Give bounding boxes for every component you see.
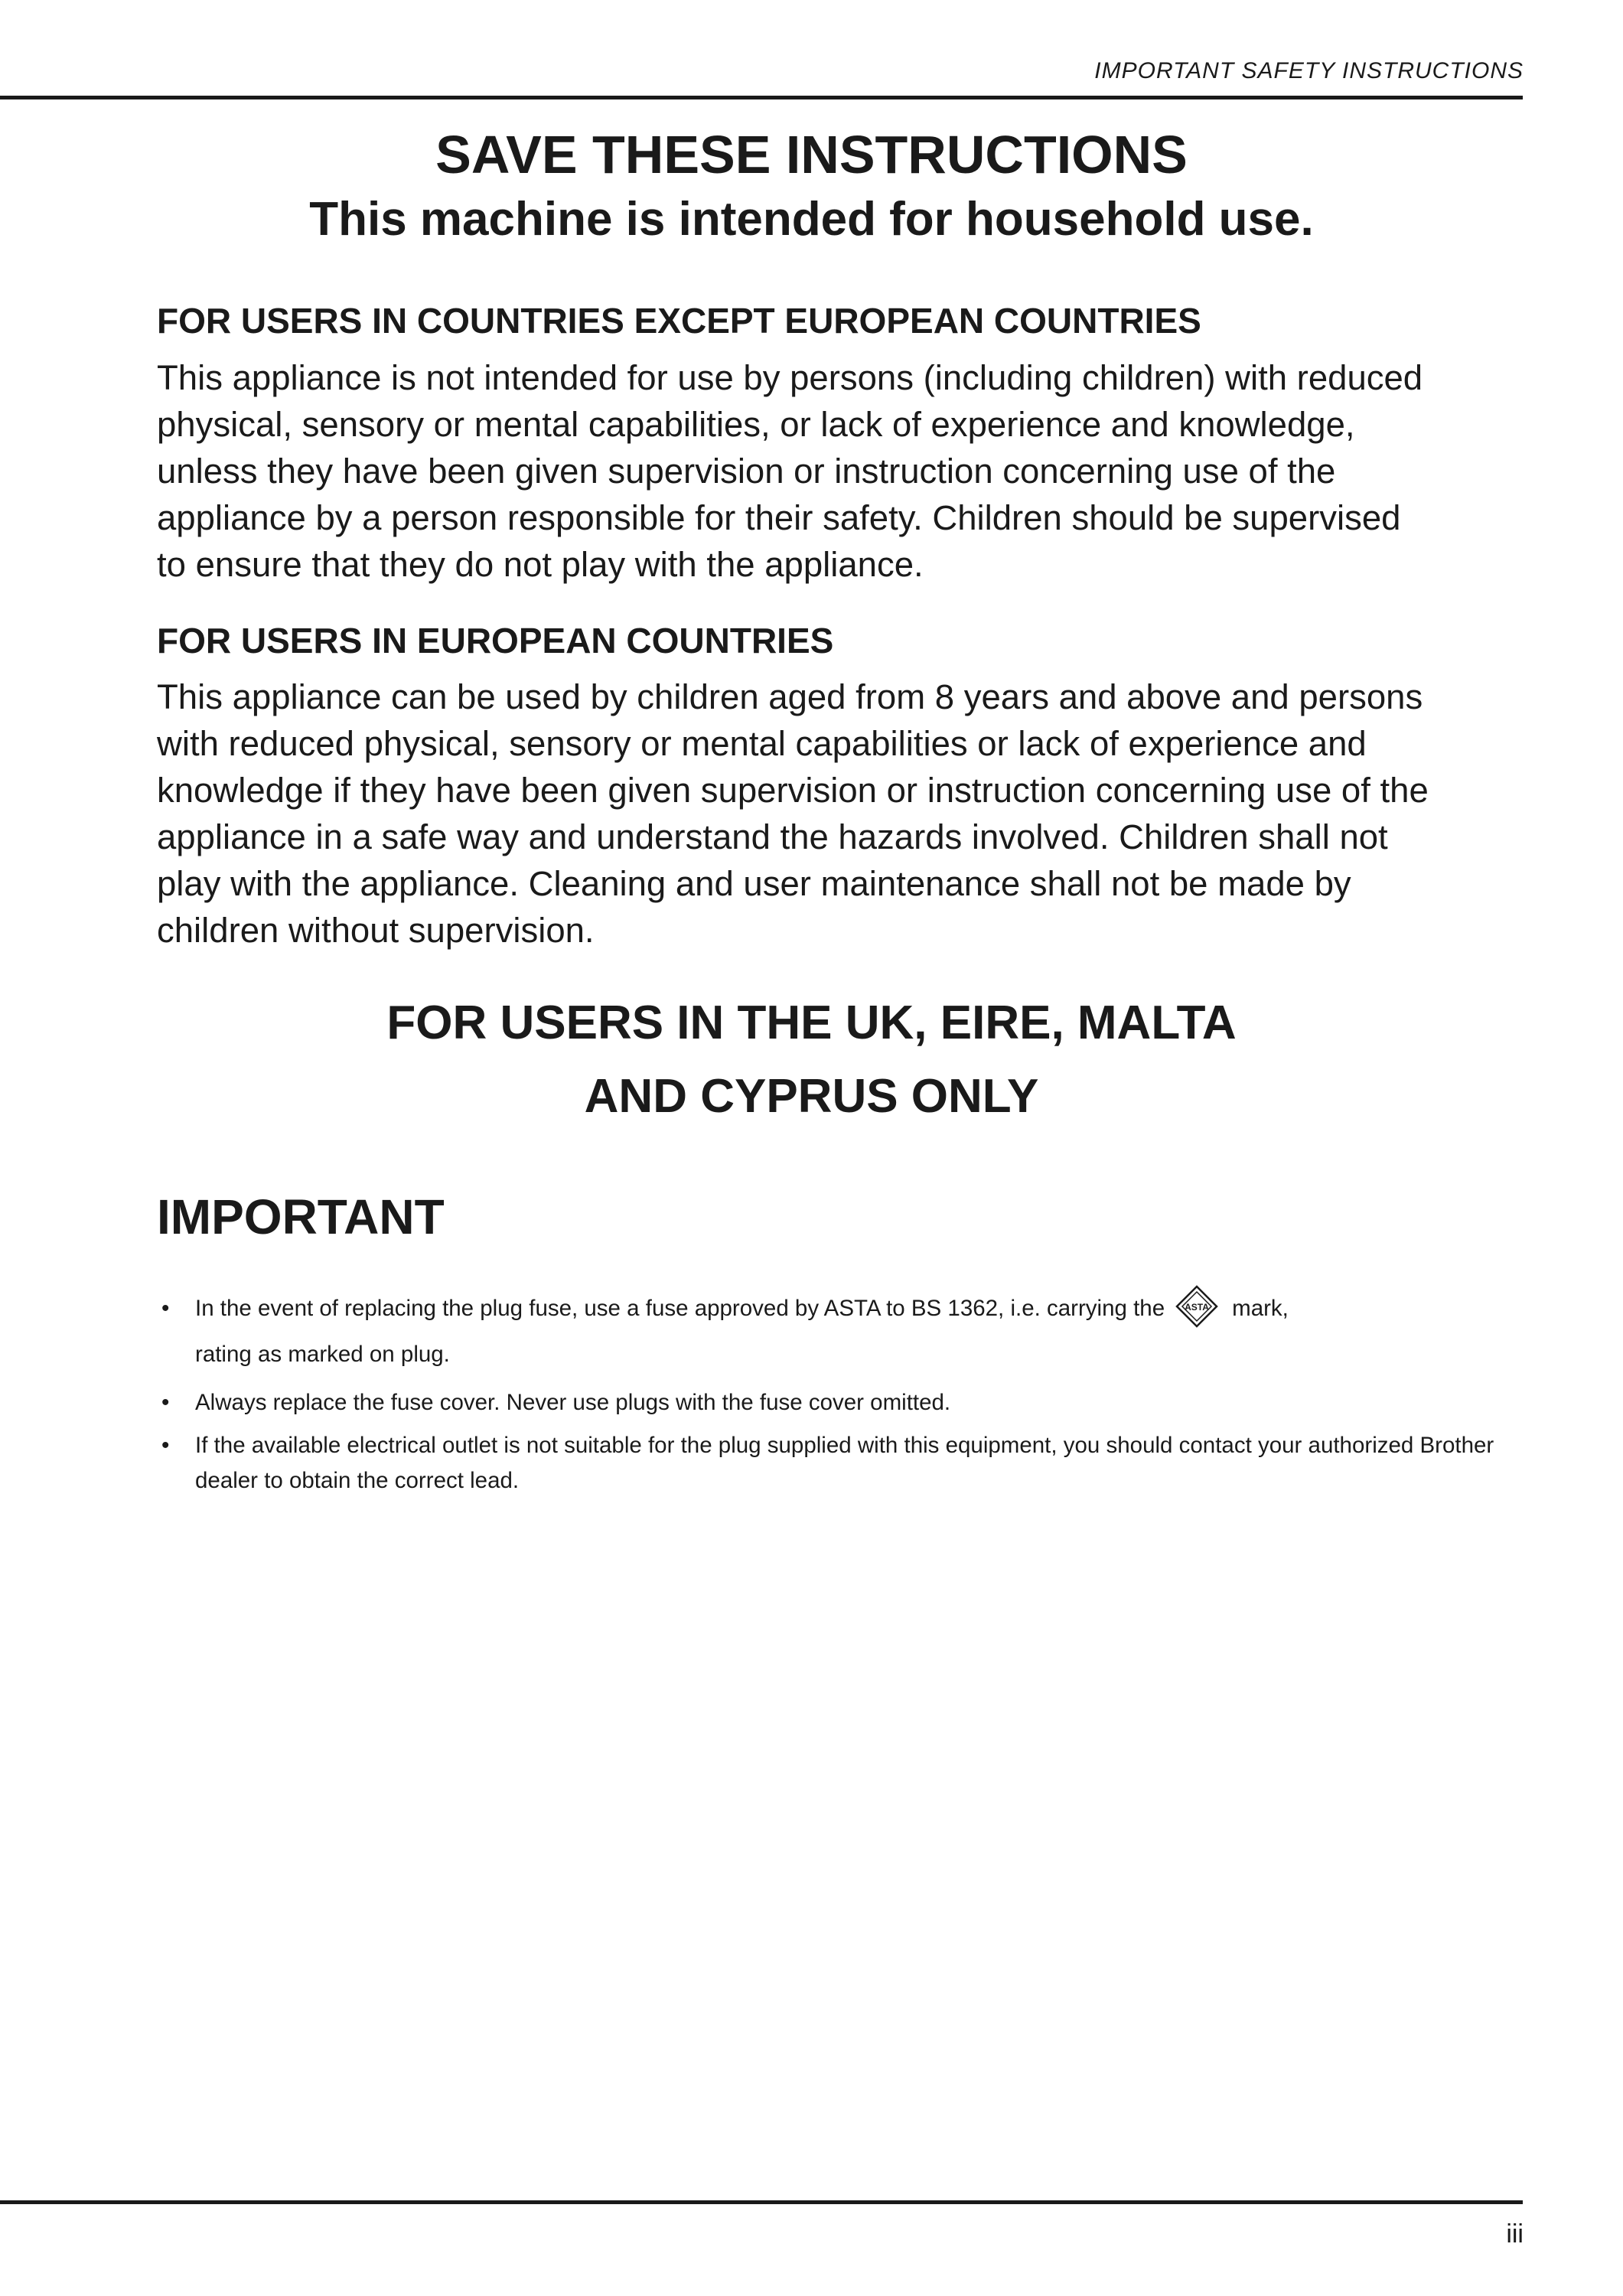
paragraph-line: with reduced physical, sensory or mental capabilities or lack of experience and — [157, 724, 1367, 763]
list-item — [157, 1385, 1527, 1420]
important-bullet-list — [157, 1286, 1527, 1506]
page-number: iii — [1506, 2219, 1524, 2249]
bullet-text: mark, — [1232, 1296, 1289, 1321]
paragraph-line: children without supervision. — [157, 911, 595, 950]
header-rule — [0, 96, 1523, 99]
paragraph-line: knowledge if they have been given supervision or instruction concerning use of the — [157, 771, 1429, 810]
page-subtitle: This machine is intended for household use. — [309, 193, 1314, 246]
bullet-text: In the event of replacing the plug fuse, use a fuse approved by ASTA to BS 1362, i.e. carrying the — [195, 1296, 1165, 1321]
paragraph-line: play with the appliance. Cleaning and user maintenance shall not be made by — [157, 864, 1351, 903]
paragraph-line: This appliance is not intended for use by persons (including children) with reduced — [157, 358, 1423, 397]
paragraph-line: to ensure that they do not play with the appliance. — [157, 545, 924, 584]
paragraph-line: physical, sensory or mental capabilities, or lack of experience and knowledge, — [157, 405, 1355, 444]
bullet-icon: • — [161, 1390, 170, 1415]
running-header: IMPORTANT SAFETY INSTRUCTIONS — [1094, 58, 1524, 83]
uk-heading-line-1: FOR USERS IN THE UK, EIRE, MALTA — [386, 996, 1237, 1049]
page-title: SAVE THESE INSTRUCTIONS — [435, 125, 1188, 184]
asta-mark-label: ASTA — [1185, 1302, 1210, 1313]
section-heading-european: FOR USERS IN EUROPEAN COUNTRIES — [157, 621, 834, 660]
asta-mark-icon — [1175, 1285, 1218, 1328]
paragraph-line: unless they have been given supervision or instruction concerning use of the — [157, 452, 1336, 491]
section-heading-non-european: FOR USERS IN COUNTRIES EXCEPT EUROPEAN COUNTRIES — [157, 301, 1201, 341]
section-body-european — [157, 673, 1523, 954]
bullet-icon: • — [161, 1296, 170, 1321]
bullet-text: rating as marked on plug. — [195, 1342, 450, 1367]
footer-rule — [0, 2200, 1523, 2204]
paragraph-line: appliance by a person responsible for their safety. Children should be supervised — [157, 498, 1401, 537]
bullet-text: If the available electrical outlet is not suitable for the plug supplied with this equipment, you should contact your authorized Brother dealer to obtain the correct lead. — [195, 1433, 1494, 1493]
uk-heading-line-2: AND CYPRUS ONLY — [584, 1070, 1039, 1123]
important-heading: IMPORTANT — [157, 1189, 445, 1244]
paragraph-line: This appliance can be used by children aged from 8 years and above and persons — [157, 677, 1423, 716]
bullet-text: Always replace the fuse cover. Never use plugs with the fuse cover omitted. — [195, 1390, 951, 1415]
paragraph-line: appliance in a safe way and understand the hazards involved. Children shall not — [157, 817, 1388, 856]
bullet-icon: • — [161, 1433, 170, 1458]
list-item — [157, 1428, 1527, 1499]
list-item — [157, 1286, 1527, 1378]
section-body-non-european — [157, 354, 1523, 588]
